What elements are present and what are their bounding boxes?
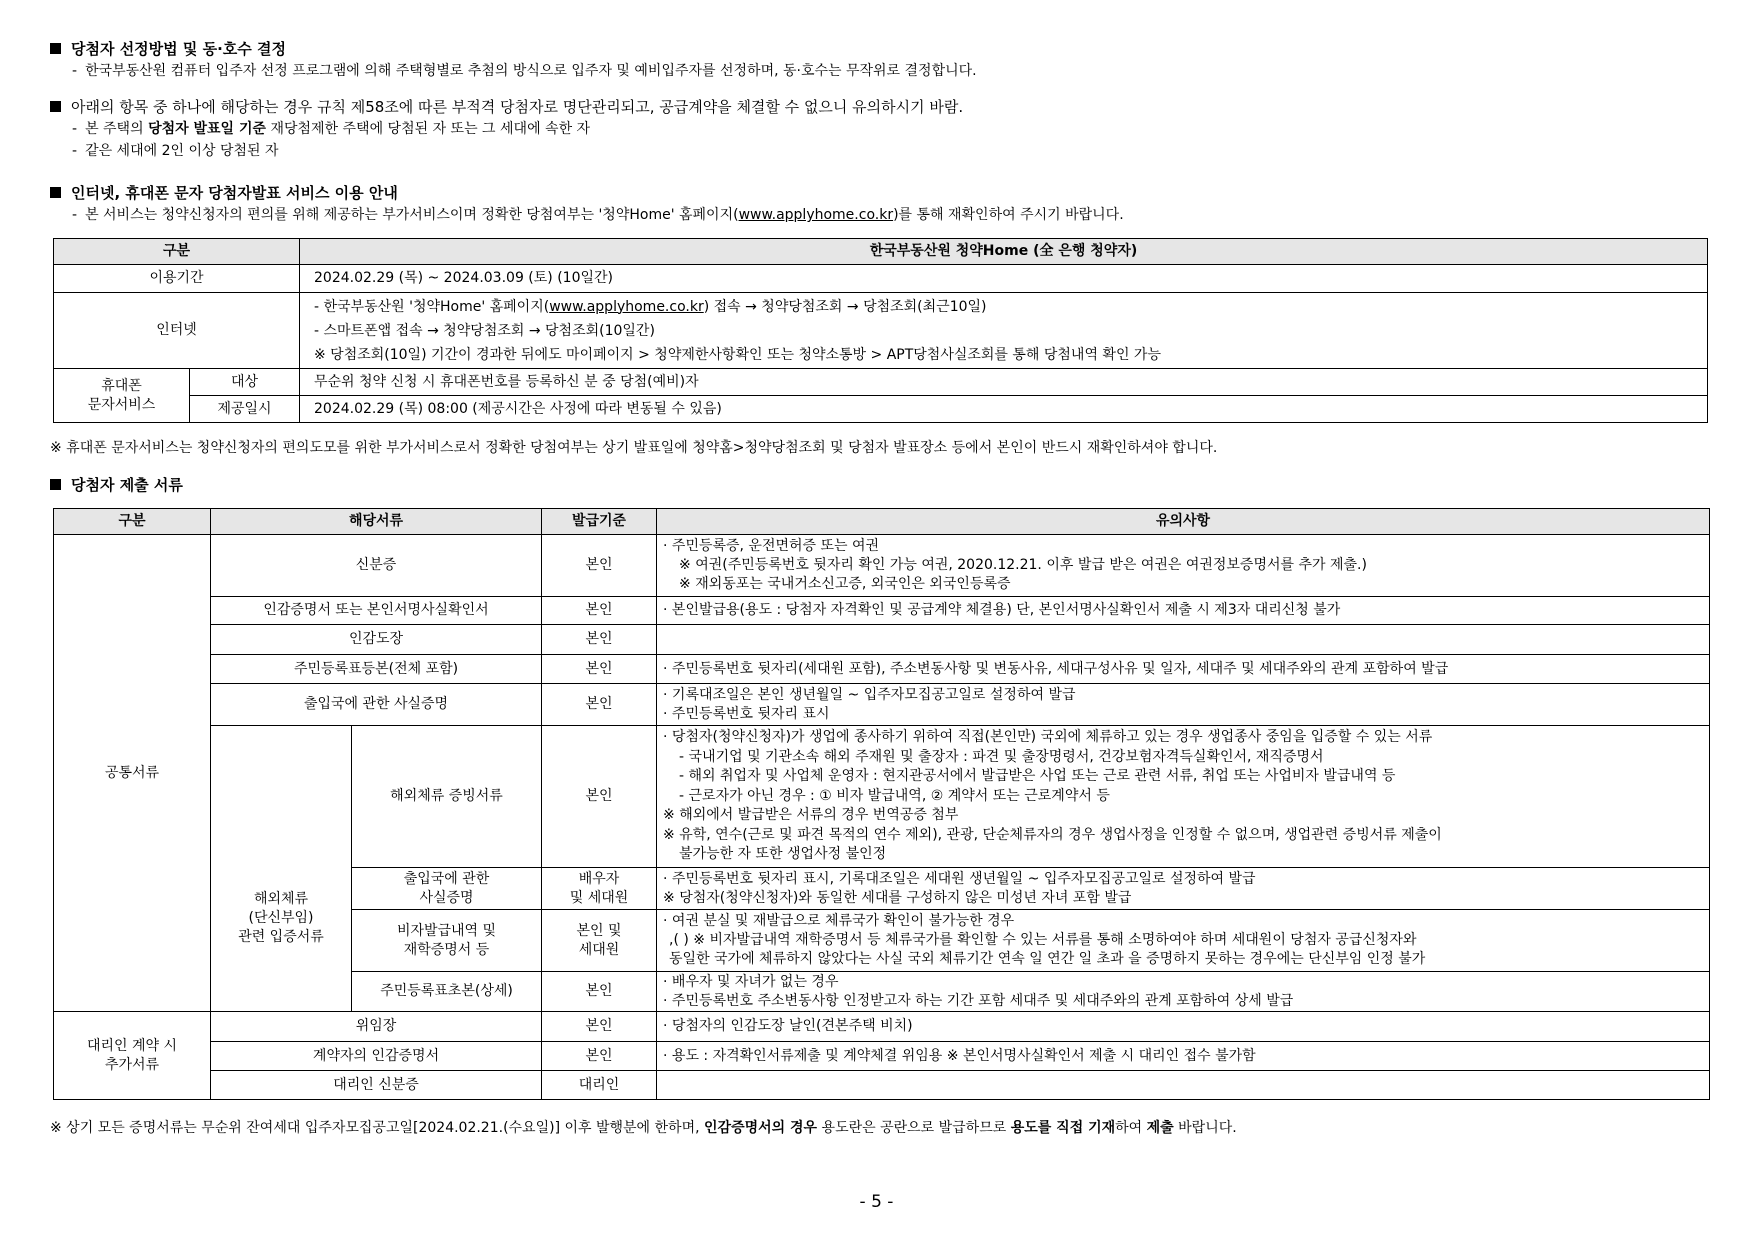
heading-text: 당첨자 선정방법 및 동·호수 결정 <box>71 40 286 58</box>
text-line: - 본 주택의 당첨자 발표일 기준 재당첨제한 주택에 당첨된 자 또는 그 세대에 속한 자 <box>72 121 591 137</box>
row-label: 이용기간 <box>54 265 300 293</box>
documents-table <box>53 508 1710 1100</box>
group-text: 해외체류 <box>253 891 309 907</box>
line-text: )를 통해 재확인하여 주시기 바랍니다. <box>893 207 1124 223</box>
square-bullet-icon <box>50 43 61 54</box>
table-row <box>54 369 1708 396</box>
group-text: 관련 입증서류 <box>238 929 324 945</box>
applyhome-link[interactable]: www.applyhome.co.kr <box>738 207 894 223</box>
section-winner-selection <box>50 38 1710 82</box>
notes-cell <box>657 625 1710 655</box>
note-line: - 국내기업 및 기관소속 해외 주재원 및 출장자 : 파견 및 출장명령서, 건강보험자격득실확인서, 재직증명서 <box>679 748 1324 765</box>
target-value: 무순위 청약 신청 시 휴대폰번호를 등록하신 분 중 당첨(예비)자 <box>300 369 1708 396</box>
basis-text: 및 세대원 <box>569 889 629 906</box>
group-text: 휴대폰 <box>101 377 142 394</box>
header-notes: 유의사항 <box>657 509 1710 535</box>
table-row <box>54 1012 1710 1042</box>
common-documents-label: 공통서류 <box>54 535 211 1012</box>
proxy-group-label <box>54 1012 211 1100</box>
note-line: · 주민등록증, 운전면허증 또는 여권 <box>663 538 880 554</box>
service-info-table <box>53 238 1708 423</box>
document-name: 주민등록표등본(전체 포함) <box>211 655 542 684</box>
table-row <box>54 265 1708 293</box>
text-line: - 본 서비스는 청약신청자의 편의를 위해 제공하는 부가서비스이며 정확한 당첨여부는 '청약Home' 홈페이지(www.applyhome.co.kr)를 통해 재확인하여 주시기 바랍니다. <box>72 207 1124 223</box>
overseas-group-label <box>211 726 352 1012</box>
note-line: ※ 유학, 연수(근로 및 파견 목적의 연수 제외), 관광, 단순체류자의 경우 생업사정을 인정할 수 없으며, 생업관련 증빙서류 제출이 <box>663 826 1442 843</box>
note-line: · 당첨자의 인감도장 날인(견본주택 비치) <box>657 1012 1710 1042</box>
line-text: 같은 세대에 2인 이상 당첨된 자 <box>85 143 279 159</box>
issue-basis: 본인 <box>542 726 657 868</box>
sub-label: 대상 <box>190 369 300 396</box>
internet-steps <box>300 293 1708 369</box>
step-line: ※ 당첨조회(10일) 기간이 경과한 뒤에도 마이페이지 > 청약제한사항확인 또는 청약소통방 > APT당첨사실조회를 통해 당첨내역 확인 가능 <box>314 346 1161 363</box>
applyhome-link[interactable]: www.applyhome.co.kr <box>549 298 704 315</box>
issue-basis: 본인 <box>542 655 657 684</box>
emphasis-text: 제출 <box>1146 1120 1174 1136</box>
sub-label: 제공일시 <box>190 396 300 423</box>
emphasis-text: 인감증명서의 경우 <box>704 1120 818 1136</box>
basis-text: 본인 및 <box>576 922 622 939</box>
issue-basis: 본인 <box>542 1042 657 1071</box>
document-name: 출입국에 관한 사실증명 <box>211 684 542 726</box>
square-bullet-icon <box>50 187 61 198</box>
emphasis-text: 당첨자 발표일 기준 <box>148 121 267 137</box>
note-line: - 해외 취업자 및 사업체 운영자 : 현지관공서에서 발급받은 사업 또는 근로 관련 서류, 취업 또는 사업비자 발급내역 등 <box>679 768 1396 785</box>
note-line: · 본인발급용(용도 : 당첨자 자격확인 및 공급계약 체결용) 단, 본인서명사실확인서 제출 시 제3자 대리신청 불가 <box>657 597 1710 625</box>
issue-basis: 본인 <box>542 597 657 625</box>
line-text: 본 주택의 <box>85 121 149 137</box>
issue-basis: 본인 <box>542 625 657 655</box>
line-text: 재당첨제한 주택에 당첨된 자 또는 그 세대에 속한 자 <box>266 121 591 137</box>
period-value: 2024.02.29 (목) ~ 2024.03.09 (토) (10일간) <box>300 265 1708 293</box>
issue-basis <box>542 868 657 910</box>
table-row <box>54 1042 1710 1071</box>
table-row <box>54 684 1710 726</box>
issue-basis: 본인 <box>542 1012 657 1042</box>
emphasis-text: 용도를 직접 기재 <box>1010 1120 1116 1136</box>
note-line: · 주민등록번호 뒷자리(세대원 포함), 주소변동사항 및 변동사유, 세대구성사유 및 일자, 세대주 및 세대주와의 관계 포함하여 발급 <box>657 655 1710 684</box>
text-line: - 같은 세대에 2인 이상 당첨된 자 <box>72 143 279 159</box>
section-heading <box>50 182 1710 204</box>
basis-text: 배우자 <box>578 870 620 887</box>
notes-cell <box>657 684 1710 726</box>
line-text: 본 서비스는 청약신청자의 편의를 위해 제공하는 부가서비스이며 정확한 당첨여부는 '청약Home' 홈페이지( <box>85 207 739 223</box>
group-text: 추가서류 <box>104 1056 160 1073</box>
sms-note: ※ 휴대폰 문자서비스는 청약신청자의 편의도모를 위한 부가서비스로서 정확한 당첨여부는 상기 발표일에 청약홈>청약당첨조회 및 당첨자 발표장소 등에서 본인이 반드시 재확인하셔야 합니다. <box>50 440 1218 456</box>
documents-note <box>50 1118 1237 1138</box>
header-category: 구분 <box>54 509 211 535</box>
note-text: 용도란은 공란으로 발급하므로 <box>817 1120 1011 1136</box>
issue-basis: 본인 <box>542 684 657 726</box>
document-name: 신분증 <box>211 535 542 597</box>
note-line: · 주민등록번호 뒷자리 표시, 기록대조일은 세대원 생년월일 ~ 입주자모집공고일로 설정하여 발급 <box>663 870 1256 887</box>
document-name: 계약자의 인감증명서 <box>211 1042 542 1071</box>
header-document: 해당서류 <box>211 509 542 535</box>
note-text: 바랍니다. <box>1173 1120 1237 1136</box>
issue-basis: 본인 <box>542 972 657 1012</box>
issue-basis: 대리인 <box>542 1071 657 1100</box>
step-line: - 스마트폰앱 접속 → 청약당첨조회 → 당첨조회(10일간) <box>314 322 655 339</box>
table-row <box>54 597 1710 625</box>
document-name: 해외체류 증빙서류 <box>352 726 542 868</box>
note-line: ※ 당첨자(청약신청자)와 동일한 세대를 구성하지 않은 미성년 자녀 포함 발급 <box>663 889 1132 906</box>
doc-text: 비자발급내역 및 <box>396 922 497 939</box>
issue-basis: 본인 <box>542 535 657 597</box>
section-documents <box>50 474 1710 496</box>
table-row <box>54 625 1710 655</box>
notes-cell <box>657 868 1710 910</box>
note-text: 하여 <box>1115 1120 1147 1136</box>
notes-cell <box>657 726 1710 868</box>
heading-text: 인터넷, 휴대폰 문자 당첨자발표 서비스 이용 안내 <box>71 184 398 202</box>
section-announcement-service <box>50 182 1710 226</box>
heading-text: 당첨자 제출 서류 <box>71 476 183 494</box>
step-line <box>314 295 1701 319</box>
table-row <box>54 396 1708 423</box>
header-issuer: 발급기준 <box>542 509 657 535</box>
note-line: 불가능한 자 또한 생업사정 불인정 <box>679 846 887 863</box>
note-line: · 여권 분실 및 재발급으로 체류국가 확인이 불가능한 경우 <box>663 913 1015 929</box>
square-bullet-icon <box>50 101 61 112</box>
group-text: 대리인 계약 시 <box>86 1037 178 1054</box>
header-category: 구분 <box>54 239 300 265</box>
group-text: 문자서비스 <box>87 396 156 413</box>
row-label: 인터넷 <box>54 293 300 369</box>
table-row <box>54 293 1708 369</box>
doc-text: 재학증명서 등 <box>403 941 490 958</box>
document-name: 인감도장 <box>211 625 542 655</box>
note-line: - 근로자가 아닌 경우 : ① 비자 발급내역, ② 계약서 또는 근로계약서 등 <box>679 787 1110 804</box>
note-line: · 기록대조일은 본인 생년월일 ~ 입주자모집공고일로 설정하여 발급 <box>663 686 1076 703</box>
note-line: ※ 재외동포는 국내거소신고증, 외국인은 외국인등록증 <box>679 576 1011 592</box>
text-line: - 한국부동산원 컴퓨터 입주자 선정 프로그램에 의해 주택형별로 추첨의 방식으로 입주자 및 예비입주자를 선정하며, 동·호수는 무작위로 결정합니다. <box>72 63 977 79</box>
document-name <box>352 868 542 910</box>
schedule-value: 2024.02.29 (목) 08:00 (제공시간은 사정에 따라 변동될 수 있음) <box>300 396 1708 423</box>
document-name: 주민등록표초본(상세) <box>352 972 542 1012</box>
square-bullet-icon <box>50 479 61 490</box>
note-line: 동일한 국가에 체류하지 않았다는 사실 국외 체류기간 연속 일 연간 일 초과 을 증명하지 못하는 경우에는 단신부임 인정 불가 <box>669 951 1426 967</box>
section-heading <box>50 474 1710 496</box>
issue-basis <box>542 910 657 972</box>
section-heading <box>50 38 1710 60</box>
note-line: · 당첨자(청약신청자)가 생업에 종사하기 위하여 직접(본인만) 국외에 체류하고 있는 경우 생업종사 중임을 입증할 수 있는 서류 <box>663 729 1433 746</box>
note-line: ※ 여권(주민등록번호 뒷자리 확인 가능 여권, 2020.12.21. 이후 발급 받은 여권은 여권정보증명서를 추가 제출.) <box>679 557 1367 573</box>
note-line: · 주민등록번호 뒷자리 표시 <box>663 705 830 722</box>
table-header-row <box>54 239 1708 265</box>
note-text: ※ 상기 모든 증명서류는 무순위 잔여세대 입주자모집공고일[2024.02.21.(수요일)] 이후 발행분에 한하며, <box>50 1120 705 1136</box>
section-ineligible <box>50 96 1710 162</box>
page-number: - 5 - <box>859 1192 894 1212</box>
notes-cell <box>657 910 1710 972</box>
notes-cell <box>657 1071 1710 1100</box>
note-line: ※ 해외에서 발급받은 서류의 경우 번역공증 첨부 <box>663 807 959 824</box>
notes-cell <box>657 535 1710 597</box>
table-row <box>54 655 1710 684</box>
document-name: 대리인 신분증 <box>211 1071 542 1100</box>
note-line: · 주민등록번호 주소변동사항 인정받고자 하는 기간 포함 세대주 및 세대주와의 관계 포함하여 상세 발급 <box>663 992 1294 1009</box>
heading-text: 아래의 항목 중 하나에 해당하는 경우 규칙 제58조에 따른 부적격 당첨자로 명단관리되고, 공급계약을 체결할 수 없으니 유의하시기 바람. <box>71 98 964 116</box>
basis-text: 세대원 <box>578 941 620 958</box>
sms-group-label <box>54 369 190 423</box>
table-row <box>54 1071 1710 1100</box>
document-name <box>352 910 542 972</box>
section-heading <box>50 96 1710 118</box>
notes-cell <box>657 972 1710 1012</box>
note-line: · 배우자 및 자녀가 없는 경우 <box>663 973 839 990</box>
doc-text: 사실증명 <box>419 889 474 906</box>
table-header-row <box>54 509 1710 535</box>
step-text: - 한국부동산원 '청약Home' 홈페이지( <box>314 298 550 315</box>
document-name: 위임장 <box>211 1012 542 1042</box>
note-line: ,( ) ※ 비자발급내역 재학증명서 등 체류국가를 확인할 수 있는 서류를 통해 소명하여야 하며 세대원이 당첨자 공급신청자와 <box>669 932 1417 948</box>
step-text: ) 접속 → 청약당첨조회 → 당첨조회(최근10일) <box>703 298 987 315</box>
table-row <box>54 726 1710 868</box>
table-row <box>54 535 1710 597</box>
line-text: 한국부동산원 컴퓨터 입주자 선정 프로그램에 의해 주택형별로 추첨의 방식으로 입주자 및 예비입주자를 선정하며, 동·호수는 무작위로 결정합니다. <box>85 63 977 79</box>
note-line: · 용도 : 자격확인서류제출 및 계약체결 위임용 ※ 본인서명사실확인서 제출 시 대리인 접수 불가함 <box>657 1042 1710 1071</box>
group-text: (단신부임) <box>248 910 314 926</box>
header-service: 한국부동산원 청약Home (全 은행 청약자) <box>300 239 1708 265</box>
doc-text: 출입국에 관한 <box>403 870 490 887</box>
document-name: 인감증명서 또는 본인서명사실확인서 <box>211 597 542 625</box>
